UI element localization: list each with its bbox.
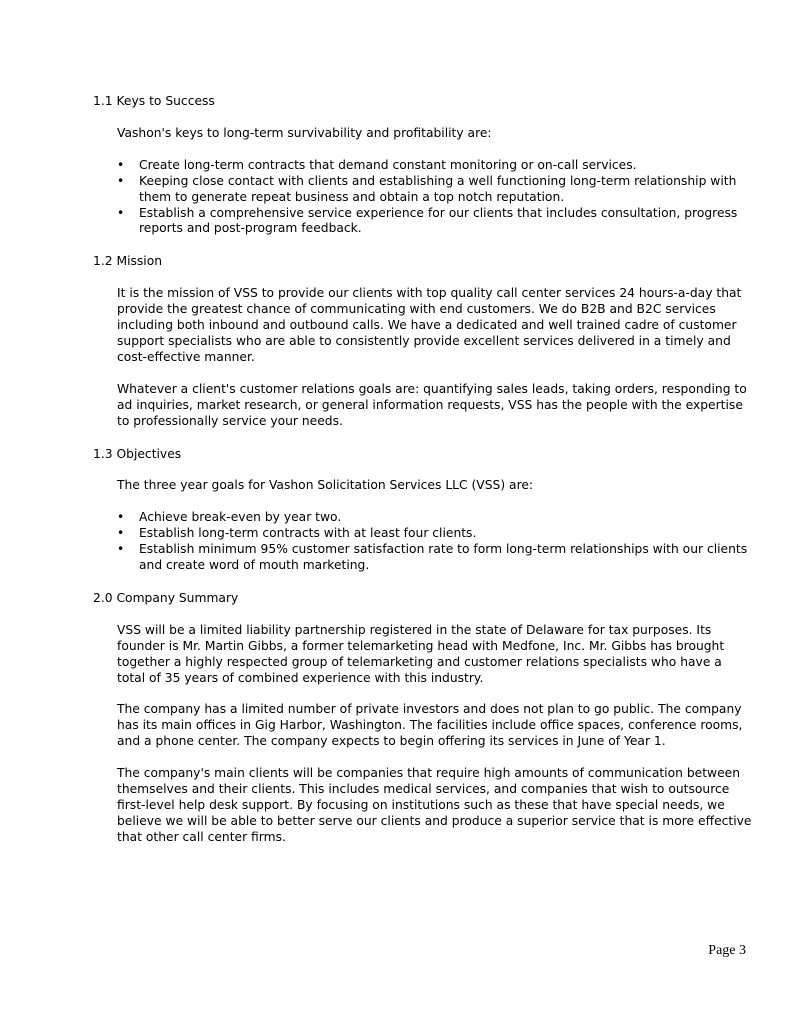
paragraph: The company has a limited number of private investors and does not plan to go public. The company has its main offices in Gig Harbor, Washington. The facilities include office spaces, conference rooms, and a phone center. The company expects to begin offering its services in June of Year 1. [117,702,743,749]
paragraph: The three year goals for Vashon Solicitation Services LLC (VSS) are: [117,478,534,493]
bullet-list [117,510,753,574]
bullet-text: Establish long-term contracts with at least four clients. [139,526,477,541]
section-heading: 1.1 Keys to Success [93,94,215,108]
document-body [93,94,753,846]
bullet-icon: • [117,542,125,557]
bullet-text: Achieve break-even by year two. [139,510,342,525]
bullet-item [117,510,753,526]
section-keys-to-success [93,94,753,237]
section-mission [93,254,753,429]
bullet-icon: • [117,157,125,172]
bullet-icon: • [117,526,125,541]
bullet-item [117,174,753,206]
section-heading: 2.0 Company Summary [93,590,239,605]
bullet-item [117,542,753,574]
bullet-icon: • [117,205,125,220]
paragraph: Whatever a client's customer relations goals are: quantifying sales leads, taking orders, responding to ad inquiries, market research, or general information requests, VSS has the people with the expertise to professionally service your needs. [117,381,747,428]
paragraph: It is the mission of VSS to provide our clients with top quality call center services 24 hours-a-day that provide the greatest chance of communicating with end customers. We do B2B and B2C services including both inbound and outbound calls. We have a dedicated and well trained cadre of customer support specialists who are able to consistently provide excellent services delivered in a timely and cost-effective manner. [117,286,742,364]
bullet-icon: • [117,510,125,525]
page-number: Page 3 [708,943,746,958]
section-company-summary [93,591,753,846]
section-heading: 1.3 Objectives [93,446,182,461]
paragraph: The company's main clients will be companies that require high amounts of communication between themselves and their clients. This includes medical services, and companies that wish to outsource first-level help desk support. By focusing on institutions such as these that have special needs, we believe we will be able to better serve our clients and produce a superior service that is more effective that other call center firms. [117,766,752,844]
bullet-list [117,158,753,238]
paragraph: VSS will be a limited liability partnership registered in the state of Delaware for tax purposes. Its founder is Mr. Martin Gibbs, a former telemarketing head with Medfone, Inc. Mr. Gibbs has brought together a highly respected group of telemarketing and customer relations specialists who have a total of 35 years of combined experience with this industry. [117,622,725,685]
bullet-item [117,158,753,174]
section-heading: 1.2 Mission [93,254,163,269]
bullet-text: Keeping close contact with clients and establishing a well functioning long-term relationship with them to generate repeat business and obtain a top notch reputation. [139,173,737,204]
bullet-text: Establish minimum 95% customer satisfaction rate to form long-term relationships with our clients and create word of mouth marketing. [139,542,748,573]
bullet-icon: • [117,173,125,188]
section-objectives [93,447,753,574]
bullet-text: Establish a comprehensive service experience for our clients that includes consultation, progress reports and post-program feedback. [139,205,738,236]
bullet-item [117,206,753,238]
bullet-item [117,526,753,542]
bullet-text: Create long-term contracts that demand constant monitoring or on-call services. [139,157,637,172]
paragraph: Vashon's keys to long-term survivability and profitability are: [117,125,492,140]
